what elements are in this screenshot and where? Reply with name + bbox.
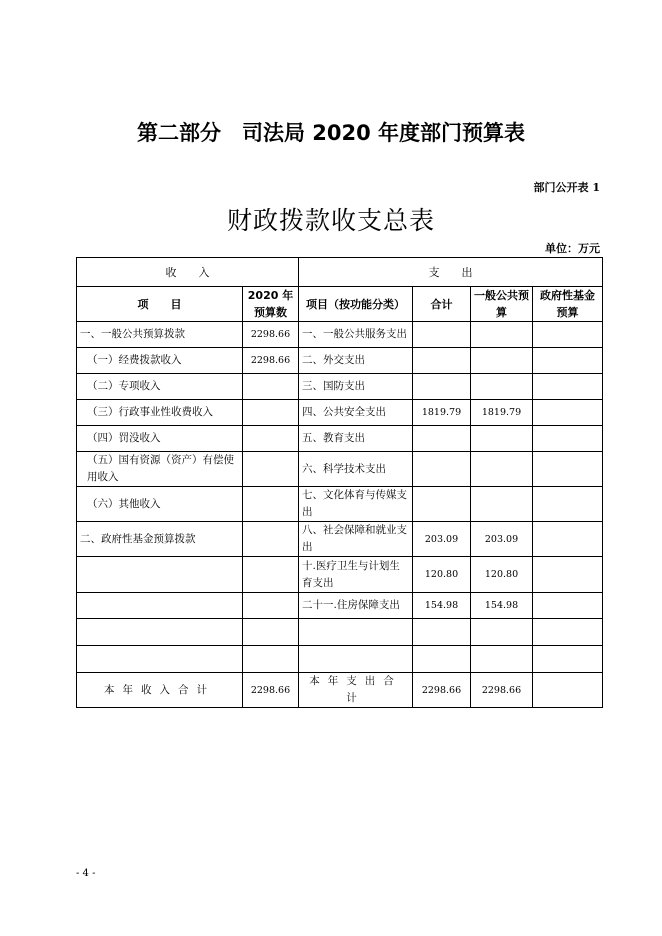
expense-general (471, 348, 533, 374)
income-value (243, 593, 299, 619)
income-item: （六）其他收入 (77, 487, 243, 522)
expense-general (471, 322, 533, 348)
income-item: 二、政府性基金预算拨款 (77, 522, 243, 557)
expense-item: 六、科学技术支出 (299, 452, 413, 487)
expense-general (471, 452, 533, 487)
expense-general (471, 646, 533, 673)
table-body (77, 322, 603, 673)
income-value (243, 374, 299, 400)
income-value (243, 522, 299, 557)
col-header-budget: 2020 年预算数 (243, 287, 299, 322)
expense-fund (533, 557, 603, 593)
expense-fund (533, 487, 603, 522)
income-item: （一）经费拨款收入 (77, 348, 243, 374)
expense-fund (533, 322, 603, 348)
expense-item: 一、一般公共服务支出 (299, 322, 413, 348)
income-value (243, 619, 299, 646)
expense-total-label: 本年支出合计 (299, 673, 413, 708)
income-value (243, 400, 299, 426)
col-header-general: 一般公共预算 (471, 287, 533, 322)
page-title: 第二部分 司法局 2020 年度部门预算表 (136, 121, 526, 145)
expense-fund (533, 452, 603, 487)
table-row (77, 593, 603, 619)
expense-total: 154.98 (413, 593, 471, 619)
col-header-total: 合计 (413, 287, 471, 322)
income-item (77, 557, 243, 593)
table-row (77, 452, 603, 487)
expense-total (413, 348, 471, 374)
expense-item: 四、公共安全支出 (299, 400, 413, 426)
expense-total-value: 2298.66 (413, 673, 471, 708)
expense-item: 二、外交支出 (299, 348, 413, 374)
expense-general: 154.98 (471, 593, 533, 619)
expense-fund-total (533, 673, 603, 708)
table-row (77, 400, 603, 426)
income-item (77, 619, 243, 646)
income-item (77, 593, 243, 619)
expense-fund (533, 593, 603, 619)
income-value (243, 487, 299, 522)
col-header-item: 项 目 (77, 287, 243, 322)
expense-item: 三、国防支出 (299, 374, 413, 400)
expense-fund (533, 400, 603, 426)
table-row (77, 348, 603, 374)
income-value: 2298.66 (243, 322, 299, 348)
expense-total (413, 374, 471, 400)
expense-general (471, 374, 533, 400)
form-code: 部门公开表 1 (533, 181, 600, 194)
income-value (243, 557, 299, 593)
expense-fund (533, 522, 603, 557)
page-number: - 4 - (76, 868, 96, 879)
income-value (243, 452, 299, 487)
table-row (77, 646, 603, 673)
unit-label: 单位：万元 (545, 242, 600, 255)
income-item: （四）罚没收入 (77, 426, 243, 452)
income-item (77, 646, 243, 673)
expense-fund (533, 646, 603, 673)
expense-section-header: 支 出 (299, 258, 603, 287)
table-row (77, 522, 603, 557)
budget-table (76, 257, 603, 708)
col-header-fund: 政府性基金预算 (533, 287, 603, 322)
income-item: （五）国有资源（资产）有偿使用收入 (77, 452, 243, 487)
table-row (77, 557, 603, 593)
income-value (243, 646, 299, 673)
expense-fund (533, 426, 603, 452)
expense-general: 1819.79 (471, 400, 533, 426)
income-item: 一、一般公共预算拨款 (77, 322, 243, 348)
expense-general: 120.80 (471, 557, 533, 593)
expense-fund (533, 619, 603, 646)
col-header-func-item: 项目（按功能分类） (299, 287, 413, 322)
expense-total: 203.09 (413, 522, 471, 557)
expense-general (471, 426, 533, 452)
expense-item: 八、社会保障和就业支出 (299, 522, 413, 557)
expense-total (413, 487, 471, 522)
expense-item (299, 619, 413, 646)
income-total-value: 2298.66 (243, 673, 299, 708)
income-total-label: 本年收入合计 (77, 673, 243, 708)
expense-item (299, 646, 413, 673)
total-row (77, 673, 603, 708)
table-row (77, 426, 603, 452)
expense-general-total: 2298.66 (471, 673, 533, 708)
income-section-header: 收 入 (77, 258, 299, 287)
income-item: （二）专项收入 (77, 374, 243, 400)
expense-total (413, 452, 471, 487)
expense-total (413, 619, 471, 646)
income-value: 2298.66 (243, 348, 299, 374)
expense-total (413, 322, 471, 348)
table-row (77, 374, 603, 400)
expense-general (471, 487, 533, 522)
expense-fund (533, 374, 603, 400)
expense-total (413, 426, 471, 452)
expense-fund (533, 348, 603, 374)
expense-total (413, 646, 471, 673)
income-value (243, 426, 299, 452)
expense-general (471, 619, 533, 646)
table-row (77, 487, 603, 522)
expense-item: 二十一.住房保障支出 (299, 593, 413, 619)
income-item: （三）行政事业性收费收入 (77, 400, 243, 426)
expense-total: 120.80 (413, 557, 471, 593)
expense-item: 七、文化体育与传媒支出 (299, 487, 413, 522)
expense-item: 十.医疗卫生与计划生育支出 (299, 557, 413, 593)
expense-general: 203.09 (471, 522, 533, 557)
table-row (77, 322, 603, 348)
table-row (77, 619, 603, 646)
expense-item: 五、教育支出 (299, 426, 413, 452)
expense-total: 1819.79 (413, 400, 471, 426)
table-title: 财政拨款收支总表 (226, 206, 435, 235)
